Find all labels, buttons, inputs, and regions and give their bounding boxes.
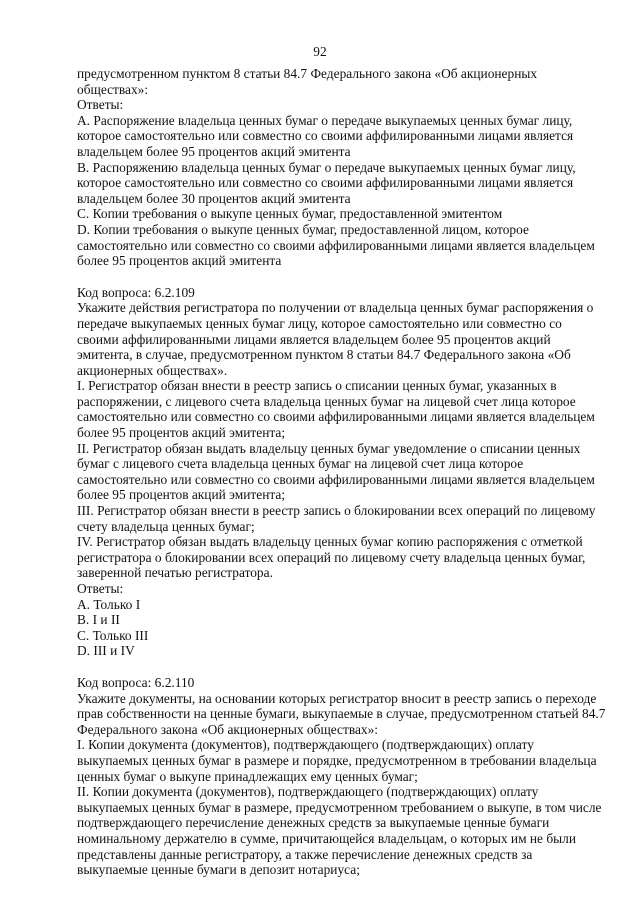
answer-option-a: А. Только I	[77, 596, 141, 612]
text-line: предусмотренном пунктом 8 статьи 84.7 Федерального закона «Об акционерных	[77, 66, 538, 81]
text-line: регистратора о блокировании всех операций по лицевому счету владельца ценных бумаг,	[77, 549, 586, 565]
text-line: ценных бумаг о выкупе принадлежащих ему ценных бумаг;	[77, 768, 418, 784]
statement-i: I. Регистратор обязан внести в реестр запись о списании ценных бумаг, указанных в	[77, 378, 557, 394]
question-6-2-109	[77, 284, 596, 659]
answers-heading: Ответы:	[77, 581, 124, 596]
text-line: которое самостоятельно или совместно со своими аффилированными лицами является	[77, 175, 574, 191]
statement-iii: III. Регистратор обязан внести в реестр запись о блокировании всех операций по лицевому	[77, 503, 596, 519]
question-6-2-110	[77, 674, 606, 878]
text-line: владельцем более 95 процентов акций эмитента	[77, 143, 351, 159]
text-line: номинальному держателю в сумме, причитающейся владельцам, о которых им не были	[77, 830, 577, 846]
text-line: выкупаемых ценных бумаг в размере, предусмотренном требованием о выкупе, в том числе	[77, 799, 602, 815]
answer-option-c: С. Копии требования о выкупе ценных бумаг, предоставленной эмитентом	[77, 206, 503, 222]
text-line: владельцем более 30 процентов акций эмитента	[77, 190, 351, 206]
question-code: Код вопроса: 6.2.109	[77, 284, 195, 300]
text-line: подтверждающего перечисление денежных средств за выкупаемые ценные бумаги	[77, 815, 550, 831]
page-number: 92	[313, 44, 327, 59]
text-line: которое самостоятельно или совместно со своими аффилированными лицами является	[77, 128, 574, 144]
text-line: распоряжении, с лицевого счета владельца ценных бумаг на лицевой счет лица которое	[77, 393, 576, 409]
statement-i: I. Копии документа (документов), подтверждающего (подтверждающих) оплату	[77, 737, 534, 753]
text-line: выкупаемые ценные бумаги в депозит нотариуса;	[77, 862, 360, 878]
statement-ii: II. Копии документа (документов), подтверждающего (подтверждающих) оплату	[77, 784, 539, 800]
answer-option-a: А. Распоряжение владельца ценных бумаг о передаче выкупаемых ценных бумаг лицу,	[77, 112, 573, 128]
answer-option-c: С. Только III	[77, 627, 149, 643]
text-line: самостоятельно или совместно со своими аффилированными лицами является владельцем	[77, 237, 595, 253]
answer-option-b: В. I и II	[77, 612, 120, 628]
text-line: более 95 процентов акций эмитента	[77, 253, 282, 269]
text-line: акционерных обществах».	[77, 362, 228, 378]
answer-option-d: D. Копии требования о выкупе ценных бумаг, предоставленной лицом, которое	[77, 221, 529, 237]
text-line: Укажите действия регистратора по получении от владельца ценных бумаг распоряжения о	[77, 300, 594, 316]
text-line: Федерального закона «Об акционерных обществах»:	[77, 721, 379, 737]
text-line: передаче выкупаемых ценных бумаг лицу, которое самостоятельно или совместно со	[77, 315, 562, 331]
text-line: самостоятельно или совместно со своими аффилированными лицами является владельцем	[77, 409, 595, 425]
text-line: прав собственности на ценные бумаги, выкупаемые в случае, предусмотренном статьей 84.7	[77, 706, 606, 722]
text-line: выкупаемых ценных бумаг в размере и порядке, предусмотренном в требовании владельца	[77, 752, 597, 768]
statement-iv: IV. Регистратор обязан выдать владельцу ценных бумаг копию распоряжения с отметкой	[77, 534, 583, 550]
answers-heading: Ответы:	[77, 97, 124, 113]
question-code: Код вопроса: 6.2.110	[77, 674, 195, 690]
statement-ii: II. Регистратор обязан выдать владельцу ценных бумаг уведомление о списании ценных	[77, 440, 581, 456]
text-line: бумаг с лицевого счета владельца ценных бумаг на лицевой счет лица которое	[77, 456, 524, 472]
text-line: обществах»:	[77, 81, 149, 97]
text-line: эмитента, в случае, предусмотренном пунктом 8 статьи 84.7 Федерального закона «Об	[77, 347, 571, 363]
answer-block-previous-question	[77, 66, 595, 269]
text-line: счету владельца ценных бумаг;	[77, 518, 255, 534]
text-line: заверенной печатью регистратора.	[77, 565, 273, 581]
text-line: Укажите документы, на основании которых регистратор вносит в реестр запись о переходе	[77, 690, 597, 706]
text-line: более 95 процентов акций эмитента;	[77, 425, 286, 441]
text-line: самостоятельно или совместно со своими аффилированными лицами является владельцем	[77, 471, 595, 487]
answer-option-b: В. Распоряжению владельца ценных бумаг о передаче выкупаемых ценных бумаг лицу,	[77, 159, 576, 175]
text-line: более 95 процентов акций эмитента;	[77, 487, 286, 503]
page-content	[77, 66, 606, 878]
answer-option-d: D. III и IV	[77, 643, 135, 659]
text-line: представлены данные регистратору, а также перечисление денежных средств за	[77, 846, 533, 862]
text-line: своими аффилированными лицами является владельцем более 95 процентов акций	[77, 331, 551, 347]
